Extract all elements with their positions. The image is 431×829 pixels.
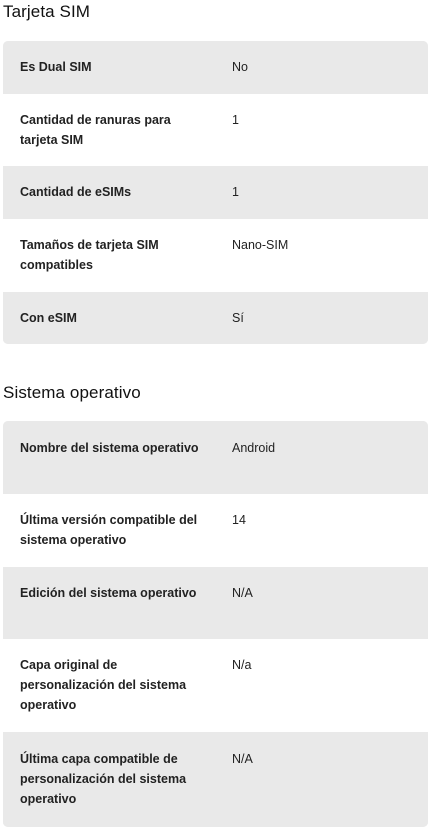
spec-value: Nano-SIM [232, 238, 289, 252]
spec-value: N/A [232, 586, 253, 600]
spec-label: Edición del sistema operativo [20, 586, 197, 600]
spec-value: N/A [232, 752, 253, 766]
spec-value: 1 [232, 113, 239, 127]
section-title-sim: Tarjeta SIM [3, 2, 91, 21]
spec-row-os-latest-version [3, 494, 428, 567]
spec-row-sim-sizes [3, 219, 428, 292]
spec-row-esim-count [3, 166, 428, 219]
spec-row-sim-slots [3, 94, 428, 166]
spec-row-os-edition [3, 567, 428, 639]
spec-label: Cantidad de eSIMs [20, 185, 132, 199]
spec-value: No [232, 60, 248, 74]
spec-label: Con eSIM [20, 311, 77, 325]
spec-label: Última versión compatible del sistema operativo [20, 513, 198, 547]
spec-row-dual-sim [3, 41, 428, 94]
spec-value: Android [232, 441, 276, 455]
spec-row-os-original-skin [3, 639, 428, 732]
spec-table-sim [3, 41, 428, 344]
spec-value: N/a [232, 658, 252, 672]
spec-row-os-name [3, 421, 428, 494]
spec-row-has-esim [3, 292, 428, 344]
spec-label: Capa original de personalización del sistema operativo [20, 658, 187, 712]
spec-label: Última capa compatible de personalización del sistema operativo [20, 752, 187, 806]
spec-row-os-latest-skin [3, 732, 428, 827]
spec-label: Cantidad de ranuras para tarjeta SIM [20, 113, 171, 147]
spec-label: Es Dual SIM [20, 60, 92, 74]
section-title-os: Sistema operativo [3, 383, 141, 402]
spec-value: 14 [232, 513, 246, 527]
spec-value: Sí [232, 311, 244, 325]
spec-label: Nombre del sistema operativo [20, 441, 199, 455]
spec-label: Tamaños de tarjeta SIM compatibles [20, 238, 159, 272]
spec-value: 1 [232, 185, 239, 199]
spec-table-os [3, 421, 428, 827]
